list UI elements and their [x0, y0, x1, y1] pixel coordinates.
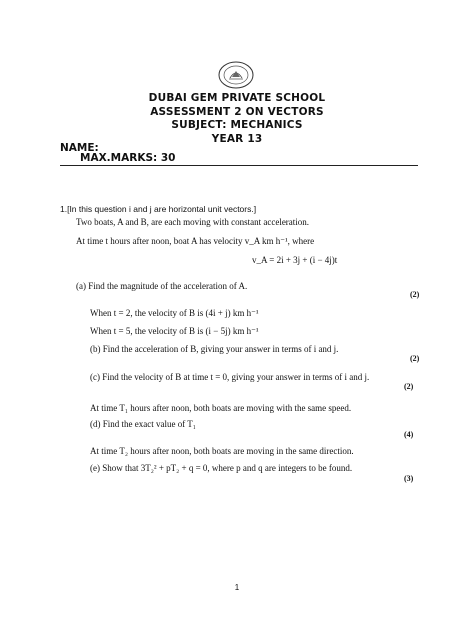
subject-title: SUBJECT: MECHANICS — [171, 119, 303, 131]
name-label: NAME: — [60, 142, 99, 154]
part-a-text: (a) Find the magnitude of the acceleration of A. — [76, 281, 248, 291]
same-direction-text: At time T₂ hours after noon, both boats are moving in the same direction. — [90, 446, 354, 456]
school-name: DUBAI GEM PRIVATE SCHOOL — [148, 92, 326, 104]
question-stem-1: Two boats, A and B, are each moving with constant acceleration. — [76, 217, 310, 227]
part-c-marks: (2) — [404, 382, 414, 391]
page-number: 1 — [234, 583, 240, 592]
question-stem-2: At time t hours after noon, boat A has velocity v_A km h⁻¹, where — [76, 236, 315, 246]
assessment-title: ASSESSMENT 2 ON VECTORS — [150, 105, 324, 118]
when-t5-text: When t = 5, the velocity of B is (i − 5j) km h⁻¹ — [90, 326, 259, 336]
part-b-text: (b) Find the acceleration of B, giving your answer in terms of i and j. — [90, 344, 339, 354]
year-title: YEAR 13 — [211, 132, 263, 145]
part-e-text: (e) Show that 3T₂² + pT₂ + q = 0, where p and q are integers to be found. — [90, 463, 353, 473]
question-intro: 1.[In this question i and j are horizontal unit vectors.] — [60, 204, 257, 214]
exam-header — [0, 92, 474, 146]
part-c-text: (c) Find the velocity of B at time t = 0, giving your answer in terms of i and j. — [90, 372, 370, 382]
school-seal-logo — [216, 60, 256, 90]
part-a-marks: (2) — [410, 290, 420, 299]
header-divider — [60, 165, 418, 166]
part-d-marks: (4) — [404, 430, 414, 439]
when-t2-text: When t = 2, the velocity of B is (4i + j) km h⁻¹ — [90, 308, 259, 318]
max-marks-label: MAX.MARKS: 30 — [80, 152, 176, 164]
part-e-marks: (3) — [404, 474, 414, 483]
part-d-text: (d) Find the exact value of T₁ — [90, 419, 196, 429]
same-speed-text: At time T₁ hours after noon, both boats are moving with the same speed. — [90, 403, 352, 413]
velocity-equation: v_A = 2i + 3j + (i − 4j)t — [252, 255, 338, 265]
part-b-marks: (2) — [410, 354, 420, 363]
